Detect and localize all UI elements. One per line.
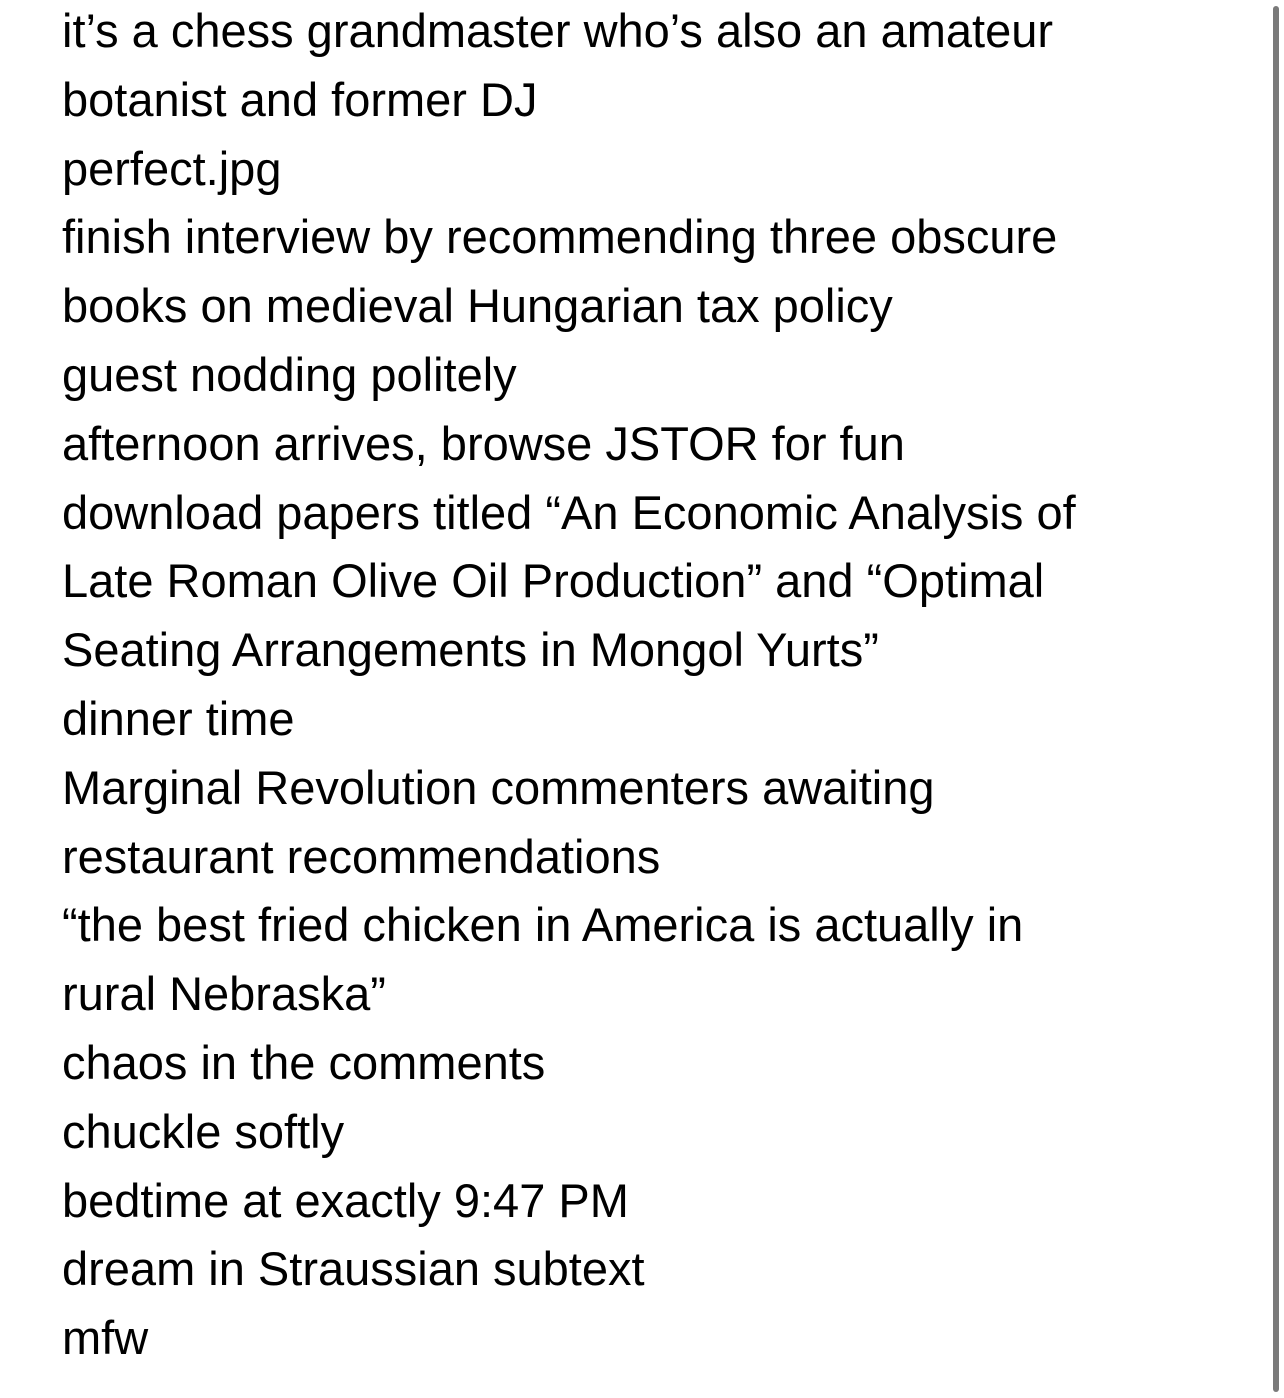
note-line: chaos in the comments — [62, 1035, 546, 1089]
note-line: Seating Arrangements in Mongol Yurts” — [62, 623, 879, 677]
note-line: books on medieval Hungarian tax policy — [62, 279, 893, 333]
note-line: download papers titled “An Economic Analysis of — [62, 485, 1076, 539]
note-text-body[interactable] — [62, 0, 1252, 1373]
note-line: chuckle softly — [62, 1104, 345, 1158]
note-line: rural Nebraska” — [62, 967, 386, 1021]
note-line: restaurant recommendations — [62, 829, 661, 883]
scrollbar-thumb[interactable] — [1273, 6, 1279, 1392]
note-line: Late Roman Olive Oil Production” and “Optimal — [62, 554, 1045, 608]
note-line: botanist and former DJ — [62, 72, 538, 126]
note-line: it’s a chess grandmaster who’s also an amateur — [62, 4, 1053, 57]
note-line: perfect.jpg — [62, 141, 282, 195]
note-line: afternoon arrives, browse JSTOR for fun — [62, 416, 905, 470]
vertical-scrollbar[interactable] — [1268, 0, 1284, 1398]
note-line: Marginal Revolution commenters awaiting — [62, 760, 935, 814]
note-line: finish interview by recommending three obscure — [62, 210, 1058, 264]
note-line: bedtime at exactly 9:47 PM — [62, 1173, 629, 1227]
note-line: dinner time — [62, 691, 295, 745]
note-line: guest nodding politely — [62, 347, 517, 401]
note-line: mfw — [62, 1311, 149, 1365]
note-line: “the best fried chicken in America is actually in — [62, 898, 1024, 952]
note-line: dream in Straussian subtext — [62, 1242, 645, 1296]
